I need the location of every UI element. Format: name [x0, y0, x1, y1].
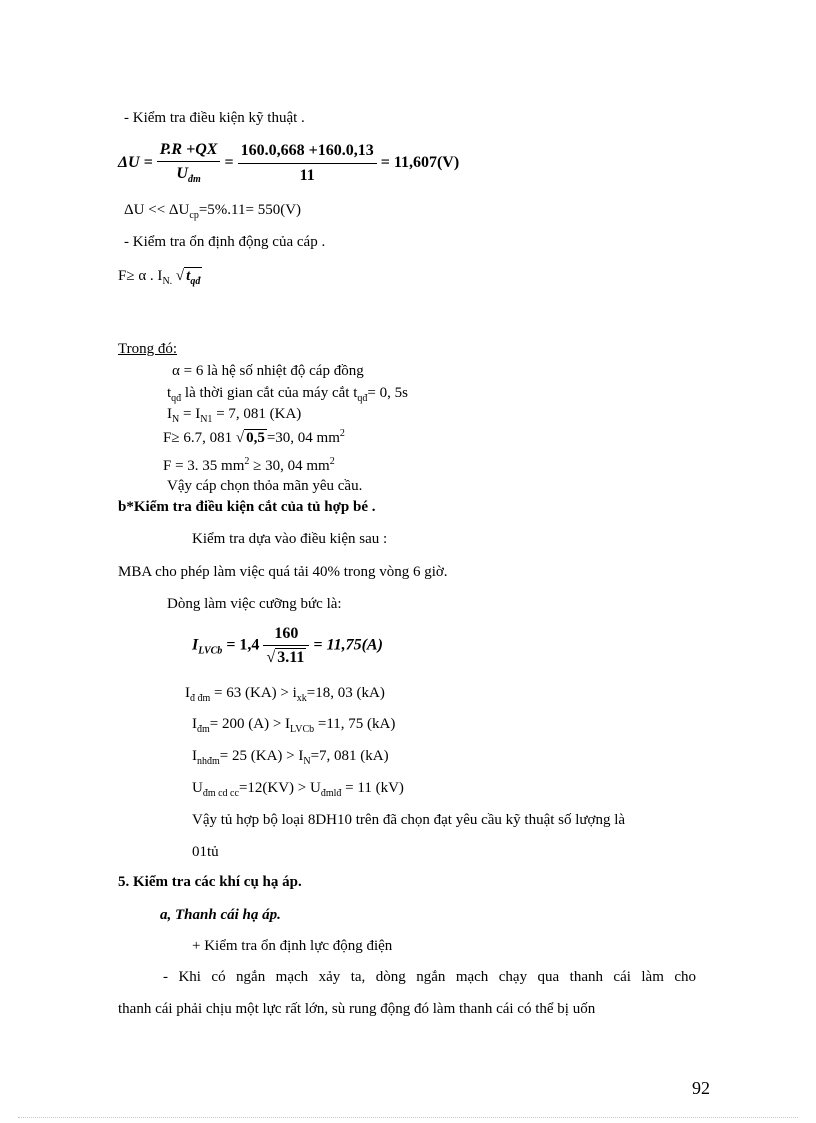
numeric-fraction: $\frac{160.0,668 +160.0,13}{11}$ — [238, 141, 377, 184]
section-calculation: F≥ 6.7, 081 √ 0,5 =30, 04 $mm^2$ — [163, 428, 345, 446]
rated-current-check: $I_{đ đm} = 63$ $(KA) > i_{xk}=18$, 03 (kA) — [185, 685, 385, 704]
forced-current-formula: $I_{LVCb} = 1,4$ $\frac{160}{√ 3.11}$ = 11,75(A) — [192, 625, 383, 667]
rated-voltage-check: $U_{đm cd cc}=12(KV) > U_{đmlđ} = 11$ (kV) — [192, 780, 404, 799]
paragraph-line-2: thanh cái phải chịu một lực rất lớn, sù rung động đó làm thanh cái có thể bị uốn — [118, 1001, 596, 1017]
alpha-definition: α = 6 là hệ số nhiệt độ cáp đồng — [172, 363, 364, 379]
voltage-drop-fraction: $\frac{P.R +QX}{U_{đm}}$ — [157, 140, 221, 186]
transformer-overload-note: MBA cho phép làm việc quá tải 40% trong vòng 6 giờ. — [118, 564, 448, 580]
footer-divider — [18, 1117, 798, 1118]
dynamic-force-check: + Kiểm tra ổn định lực động điện — [192, 938, 393, 954]
cut-time-definition: $t_{qđ}$ là thời gian cắt của máy cắt $t_{qđ}= 0$, 5s — [167, 385, 408, 404]
cable-conclusion: Vậy cáp chọn thỏa mãn yêu cầu. — [167, 478, 363, 494]
voltage-drop-formula: ΔU = $\frac{P.R +QX}{U_{đm}}$ = $\frac{160.0,668 +160.0,13}{11}$ = 11,607(V) — [118, 141, 460, 186]
subsection-a-heading: a, Thanh cái hạ áp. — [160, 907, 281, 923]
switchgear-conclusion: Vậy tủ hợp bộ loại 8DH10 trên đã chọn đạt yêu cầu kỹ thuật số lượng là — [192, 812, 626, 828]
section-comparison: F = 3. 35 $mm^2 \ge 30$, 04 $mm^2$ — [163, 456, 335, 474]
allowable-voltage-drop: $\Delta U << \Delta U_{cp}=5\%.11= 550(V)$ — [124, 202, 302, 221]
thermal-current-check: $I_{nhđm}= 25$ $(KA) > I_N=7$, 081 (kA) — [192, 748, 389, 767]
check-technical-conditions: - Kiểm tra điều kiện kỹ thuật . — [124, 110, 305, 126]
forced-current-intro: Dòng làm việc cưỡng bức là: — [167, 596, 342, 612]
section-b-heading: b*Kiểm tra điều kiện cắt của tủ hợp bé . — [118, 499, 376, 515]
check-conditions-intro: Kiểm tra dựa vào điều kiện sau : — [192, 531, 388, 547]
short-circuit-current: $I_N = I_{N1} = 7$, 081 (KA) — [167, 406, 302, 425]
section-5-heading: 5. Kiểm tra các khí cụ hạ áp. — [118, 874, 302, 890]
where-heading: Trong đó: — [118, 341, 178, 357]
switchgear-quantity: 01tủ — [192, 844, 219, 860]
page-number: 92 — [692, 1078, 710, 1098]
cable-section-condition: F≥ α . $I_{N.}$ √ $t_{qđ}$ — [118, 268, 201, 287]
check-cable-stability: - Kiểm tra ổn định động của cáp . — [124, 234, 326, 250]
rated-current-vs-forced: $I_{đm}= 200$ $(A) > I_{LVCb} =11$, 75 (kA) — [192, 716, 396, 735]
paragraph-line-1: - Khi có ngắn mạch xảy ta, dòng ngắn mạch chạy qua thanh cái làm cho — [163, 969, 696, 985]
forced-current-fraction: $\frac{160}{√ 3.11}$ — [263, 624, 309, 667]
